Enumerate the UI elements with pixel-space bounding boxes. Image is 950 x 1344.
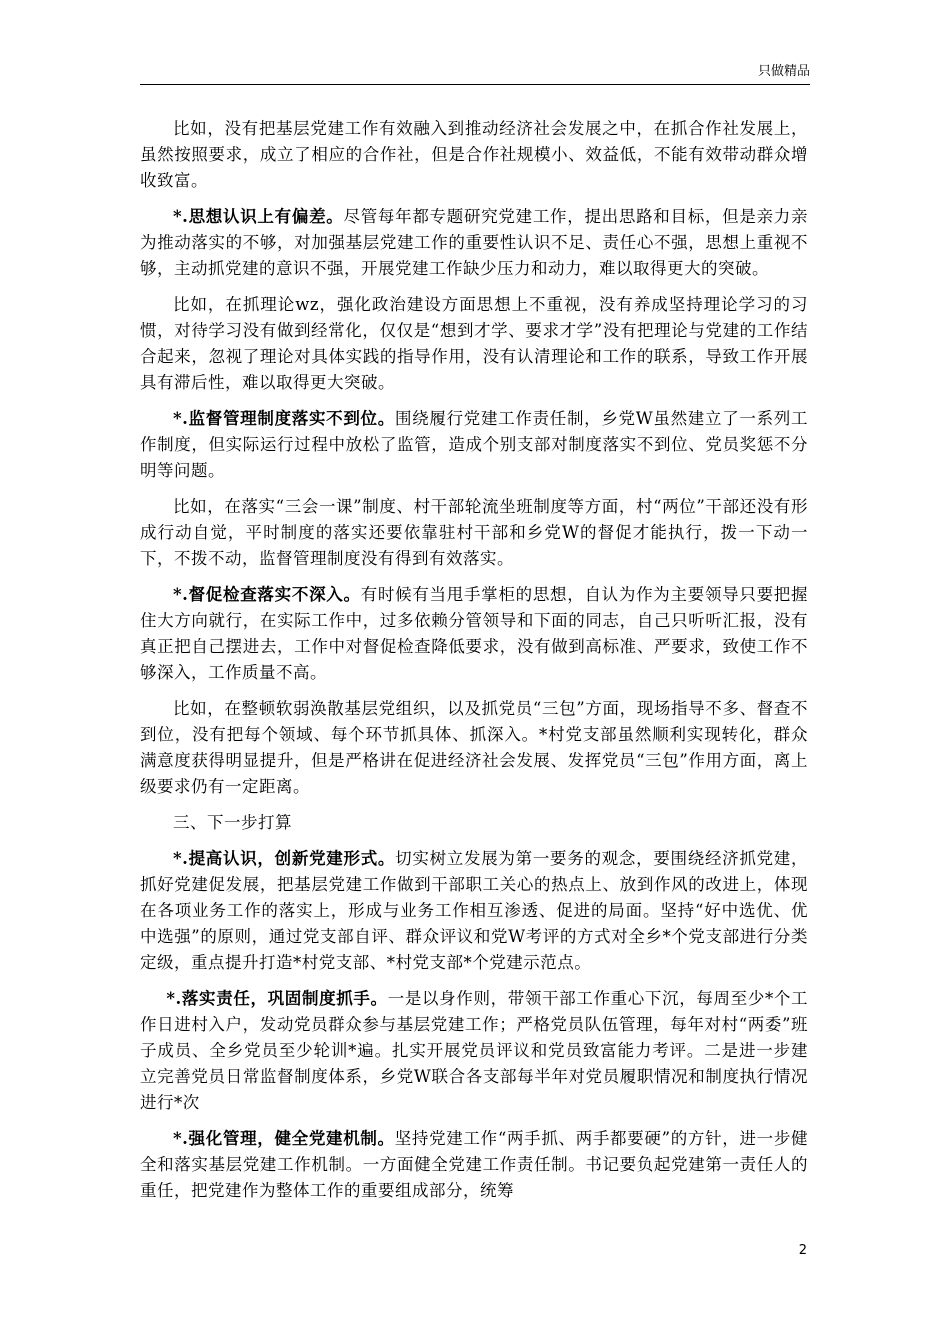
paragraph-lead: *.强化管理，健全党建机制。	[173, 1129, 395, 1148]
plan-paragraph-1	[140, 846, 808, 976]
paragraph-6	[140, 582, 808, 686]
paragraph-text: 一是以身作则，带领干部工作重心下沉，每周至少*个工作日进村入户，发动党员群众参与基层党建工作；严格党员队伍管理，每年对村“两委”班子成员、全乡党员至少轮训*遍。扎实开展党员评议和党员致富能力考评。二是进一步建立完善党员日常监督制度体系，乡党W联合各支部每半年对党员履职情况和制度执行情况进行*次	[140, 989, 809, 1112]
page-header: 只做精品	[757, 64, 810, 79]
paragraph-3	[140, 292, 808, 396]
paragraph-text: 比如，在落实“三会一课”制度、村干部轮流坐班制度等方面，村“两位”干部还没有形成行动自觉，平时制度的落实还要依靠驻村干部和乡党W的督促才能执行，拨一下动一下，不拨不动，监督管理制度没有得到有效落实。	[140, 497, 808, 568]
paragraph-text: 尽管每年都专题研究党建工作，提出思路和目标，但是亲力亲为推动落实的不够，对加强基层党建工作的重要性认识不足、责任心不强，思想上重视不够，主动抓党建的意识不强，开展党建工作缺少压力和动力，难以取得更大的突破。	[140, 207, 809, 278]
paragraph-text: 比如，在抓理论wz，强化政治建设方面思想上不重视，没有养成坚持理论学习的习惯，对待学习没有做到经常化，仅仅是“想到才学、要求才学”没有把理论与党建的工作结合起来，忽视了理论对具体实践的指导作用，没有认清理论和工作的联系，导致工作开展具有滞后性，难以取得更大突破。	[140, 295, 808, 392]
paragraph-lead: *.思想认识上有偏差。	[173, 207, 344, 226]
paragraph-2	[140, 204, 808, 282]
paragraph-lead: *.提高认识，创新党建形式。	[173, 849, 396, 868]
paragraph-lead: *.督促检查落实不深入。	[173, 585, 361, 604]
paragraph-1	[140, 116, 808, 194]
paragraph-7	[140, 696, 808, 800]
document-body	[140, 116, 808, 1214]
plan-paragraph-2	[140, 986, 808, 1116]
paragraph-text: 比如，在整顿软弱涣散基层党组织，以及抓党员“三包”方面，现场指导不多、督查不到位，没有把每个领域、每个环节抓具体、抓深入。*村党支部虽然顺利实现转化，群众满意度获得明显提升，但是严格讲在促进经济社会发展、发挥党员“三包”作用方面，离上级要求仍有一定距离。	[140, 699, 808, 796]
header-rule	[140, 84, 810, 85]
paragraph-lead: *.落实责任，巩固制度抓手。	[166, 989, 388, 1008]
paragraph-text: 有时候有当甩手掌柜的思想，自认为作为主要领导只要把握住大方向就行，在实际工作中，过多依赖分管领导和下面的同志，自己只听听汇报，没有真正把自己摆进去，工作中对督促检查降低要求，没有做到高标准、严要求，致使工作不够深入，工作质量不高。	[140, 585, 808, 682]
section-heading: 三、下一步打算	[173, 813, 292, 832]
page-number: 2	[798, 1243, 807, 1258]
paragraph-lead: *.监督管理制度落实不到位。	[173, 409, 395, 428]
paragraph-text: 比如，没有把基层党建工作有效融入到推动经济社会发展之中，在抓合作社发展上，虽然按照要求，成立了相应的合作社，但是合作社规模小、效益低，不能有效带动群众增收致富。	[140, 119, 808, 190]
paragraph-text: 切实树立发展为第一要务的观念，要围绕经济抓党建，抓好党建促发展，把基层党建工作做到干部职工关心的热点上、放到作风的改进上，体现在各项业务工作的落实上，形成与业务工作相互渗透、促进的局面。坚持“好中选优、优中选强”的原则，通过党支部自评、群众评议和党W考评的方式对全乡*个党支部进行分类定级，重点提升打造*村党支部、*村党支部*个党建示范点。	[140, 849, 809, 972]
paragraph-text: 围绕履行党建工作责任制，乡党W虽然建立了一系列工作制度，但实际运行过程中放松了监管，造成个别支部对制度落实不到位、党员奖惩不分明等问题。	[140, 409, 809, 480]
paragraph-5	[140, 494, 808, 572]
paragraph-text: 坚持党建工作“两手抓、两手都要硬”的方针，进一步健全和落实基层党建工作机制。一方面健全党建工作责任制。书记要负起党建第一责任人的重任，把党建作为整体工作的重要组成部分，统筹	[140, 1129, 808, 1200]
paragraph-4	[140, 406, 808, 484]
plan-paragraph-3	[140, 1126, 808, 1204]
